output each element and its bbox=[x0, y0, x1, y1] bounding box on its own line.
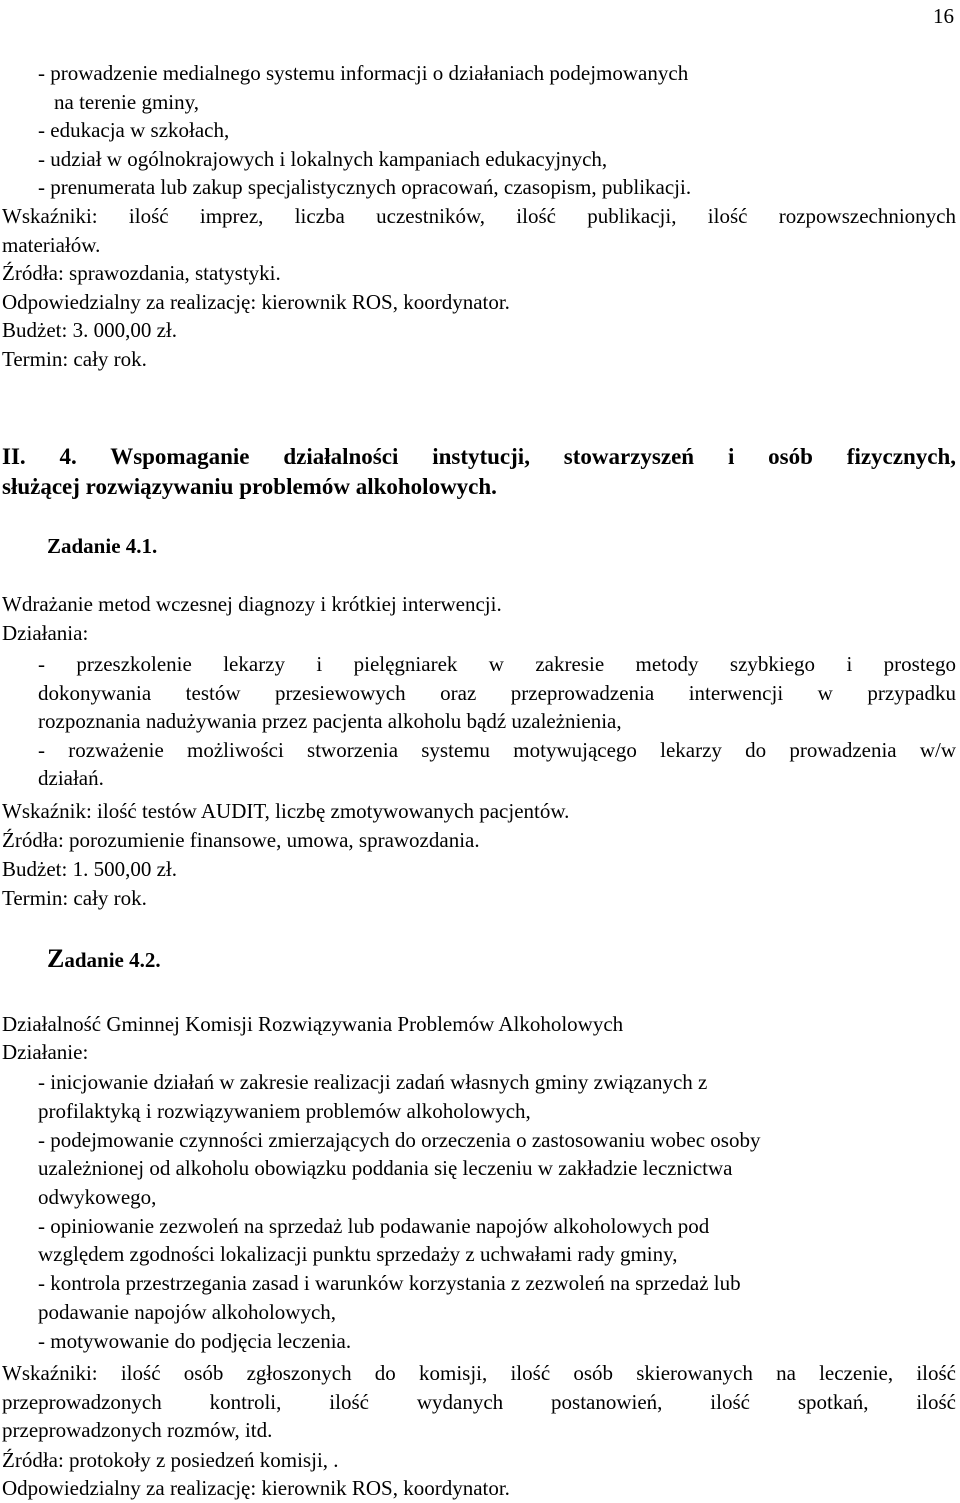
list-item: względem zgodności lokalizacji punktu sprzedaży z uchwałami rady gminy, bbox=[38, 1242, 678, 1266]
list-item: - udział w ogólnokrajowych i lokalnych kampaniach edukacyjnych, bbox=[38, 147, 608, 171]
section-heading-line: służącej rozwiązywaniu problemów alkoholowych. bbox=[2, 474, 497, 499]
list-item: - inicjowanie działań w zakresie realizacji zadań własnych gminy związanych z bbox=[38, 1070, 708, 1094]
indicators-text: Wskaźniki: ilość imprez, liczba uczestników, ilość publikacji, ilość rozpowszechnionych bbox=[2, 204, 956, 228]
actions-label: Działanie: bbox=[2, 1040, 89, 1064]
list-item: podawanie napojów alkoholowych, bbox=[38, 1300, 337, 1324]
list-item: - opiniowanie zezwoleń na sprzedaż lub podawanie napojów alkoholowych pod bbox=[38, 1214, 710, 1238]
list-item: - prenumerata lub zakup specjalistycznych opracowań, czasopism, publikacji. bbox=[38, 175, 692, 199]
list-item: działań. bbox=[38, 766, 104, 790]
list-item: - przeszkolenie lekarzy i pielęgniarek w zakresie metody szybkiego i prostego bbox=[38, 652, 956, 676]
list-item: - podejmowanie czynności zmierzających do orzeczenia o zastosowaniu wobec osoby bbox=[38, 1128, 761, 1152]
list-item: na terenie gminy, bbox=[54, 90, 200, 114]
indicators-text-cont: materiałów. bbox=[2, 233, 101, 257]
actions-label: Działania: bbox=[2, 621, 89, 645]
indicators-text: Wskaźniki: ilość osób zgłoszonych do komisji, ilość osób skierowanych na leczenie, ilość bbox=[2, 1361, 956, 1385]
list-item: - rozważenie możliwości stworzenia systemu motywującego lekarzy do prowadzenia w/w bbox=[38, 738, 956, 762]
list-item: dokonywania testów przesiewowych oraz przeprowadzenia interwencji w przypadku bbox=[38, 681, 956, 705]
list-item: rozpoznania nadużywania przez pacjenta alkoholu bądź uzależnienia, bbox=[38, 709, 622, 733]
deadline-text: Termin: cały rok. bbox=[2, 886, 147, 910]
list-item: profilaktyką i rozwiązywaniem problemów alkoholowych, bbox=[38, 1099, 531, 1123]
list-item: - motywowanie do podjęcia leczenia. bbox=[38, 1329, 352, 1353]
list-item: - kontrola przestrzegania zasad i warunków korzystania z zezwoleń na sprzedaż lub bbox=[38, 1271, 741, 1295]
budget-text: Budżet: 3. 000,00 zł. bbox=[2, 318, 177, 342]
deadline-text: Termin: cały rok. bbox=[2, 347, 147, 371]
indicator-text: Wskaźnik: ilość testów AUDIT, liczbę zmotywowanych pacjentów. bbox=[2, 799, 570, 823]
list-item: uzależnionej od alkoholu obowiązku poddania się leczeniu w zakładzie lecznictwa bbox=[38, 1156, 733, 1180]
list-item: - prowadzenie medialnego systemu informacji o działaniach podejmowanych bbox=[38, 61, 689, 85]
responsible-text: Odpowiedzialny za realizację: kierownik ROS, koordynator. bbox=[2, 1476, 510, 1500]
budget-text: Budżet: 1. 500,00 zł. bbox=[2, 857, 177, 881]
task-label: Zadanie 4.2. bbox=[47, 944, 161, 973]
sources-text: Źródła: sprawozdania, statystyki. bbox=[2, 261, 281, 285]
responsible-text: Odpowiedzialny za realizację: kierownik ROS, koordynator. bbox=[2, 290, 510, 314]
list-item: - edukacja w szkołach, bbox=[38, 118, 230, 142]
indicators-text-cont: przeprowadzonych kontroli, ilość wydanych postanowień, ilość spotkań, ilość bbox=[2, 1390, 956, 1414]
section-heading-line: II. 4. Wspomaganie działalności instytucji, stowarzyszeń i osób fizycznych, bbox=[2, 444, 956, 469]
list-item: odwykowego, bbox=[38, 1185, 157, 1209]
task-title: Działalność Gminnej Komisji Rozwiązywania Problemów Alkoholowych bbox=[2, 1012, 624, 1036]
task-title: Wdrażanie metod wczesnej diagnozy i krótkiej interwencji. bbox=[2, 592, 502, 616]
sources-text: Źródła: protokoły z posiedzeń komisji, . bbox=[2, 1448, 339, 1472]
page-number: 16 bbox=[933, 4, 954, 28]
task-label: Zadanie 4.1. bbox=[47, 534, 158, 558]
sources-text: Źródła: porozumienie finansowe, umowa, sprawozdania. bbox=[2, 828, 480, 852]
indicators-text-cont: przeprowadzonych rozmów, itd. bbox=[2, 1418, 273, 1442]
